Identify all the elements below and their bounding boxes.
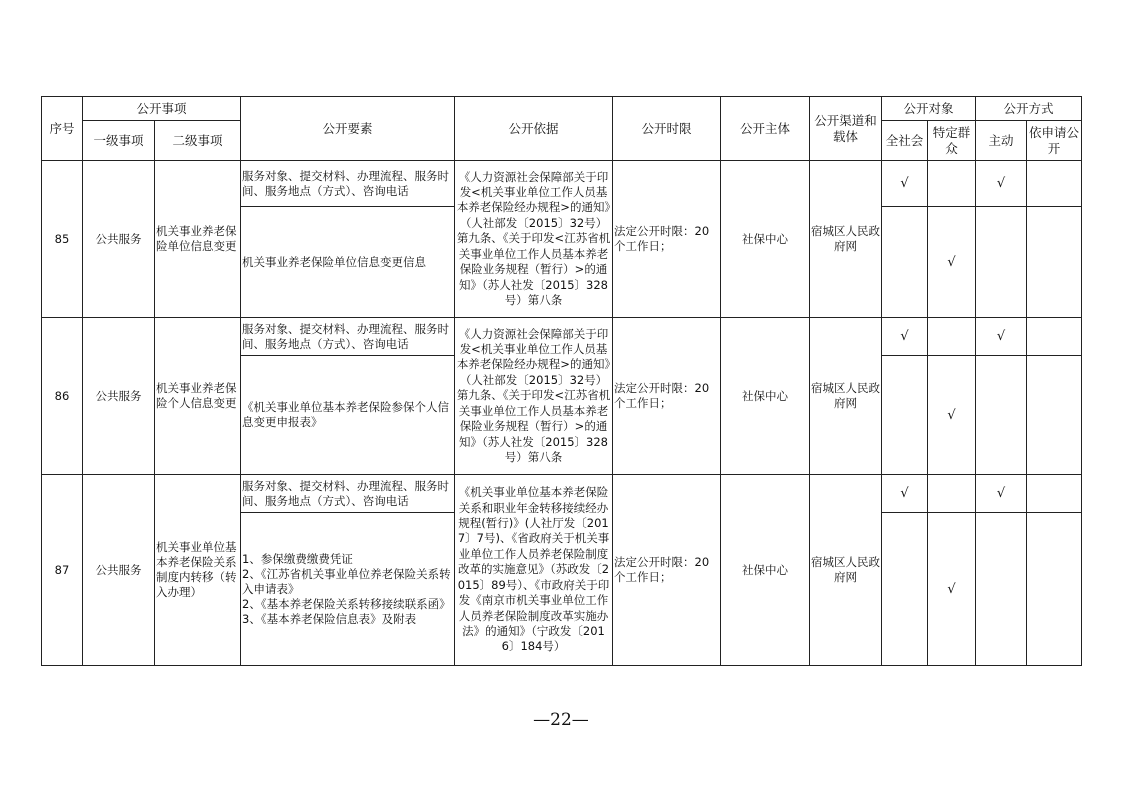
row-basis: 《人力资源社会保障部关于印发<机关事业单位工作人员基本养老保险经办规程>的通知》（人社部发〔2015〕32号）第九条、《关于印发<江苏省机关事业单位工作人员基本养老保险业务规程（暂行）>的通知》（苏人社发〔2015〕328号）第八条 bbox=[455, 318, 613, 475]
header-time-limit: 公开时限 bbox=[613, 97, 721, 161]
check-all bbox=[882, 356, 928, 475]
row-element: 服务对象、提交材料、办理流程、服务时间、服务地点（方式）、咨询电话 bbox=[241, 161, 455, 207]
row-level2: 机关事业养老保险个人信息变更 bbox=[155, 318, 241, 475]
element-item: 2、《江苏省机关事业单位养老保险关系转入申请表》 bbox=[242, 566, 451, 596]
header-method: 公开方式 bbox=[976, 97, 1082, 121]
header-level2: 二级事项 bbox=[155, 121, 241, 161]
check-specific bbox=[928, 318, 976, 356]
row-element: 服务对象、提交材料、办理流程、服务时间、服务地点（方式）、咨询电话 bbox=[241, 475, 455, 513]
check-specific: √ bbox=[928, 513, 976, 666]
check-request bbox=[1027, 356, 1082, 475]
check-active: √ bbox=[976, 161, 1027, 207]
row-element: 《机关事业单位基本养老保险参保个人信息变更申报表》 bbox=[241, 356, 455, 475]
header-level1: 一级事项 bbox=[83, 121, 155, 161]
row-subject: 社保中心 bbox=[721, 318, 810, 475]
row-level1: 公共服务 bbox=[83, 318, 155, 475]
row-subject: 社保中心 bbox=[721, 161, 810, 318]
check-all: √ bbox=[882, 318, 928, 356]
row-seq: 86 bbox=[42, 318, 83, 475]
header-audience-all: 全社会 bbox=[882, 121, 928, 161]
check-specific: √ bbox=[928, 356, 976, 475]
check-all: √ bbox=[882, 161, 928, 207]
table-row bbox=[42, 475, 1082, 513]
check-active: √ bbox=[976, 475, 1027, 513]
page-number: —22— bbox=[533, 710, 589, 730]
header-seq: 序号 bbox=[42, 97, 83, 161]
check-all bbox=[882, 207, 928, 318]
header-channel: 公开渠道和载体 bbox=[810, 97, 882, 161]
row-time-limit: 法定公开时限：20个工作日； bbox=[613, 318, 721, 475]
row-element: 服务对象、提交材料、办理流程、服务时间、服务地点（方式）、咨询电话 bbox=[241, 318, 455, 356]
header-method-request: 依申请公开 bbox=[1027, 121, 1082, 161]
row-channel: 宿城区人民政府网 bbox=[810, 318, 882, 475]
row-level1: 公共服务 bbox=[83, 475, 155, 666]
header-basis: 公开依据 bbox=[455, 97, 613, 161]
row-seq: 85 bbox=[42, 161, 83, 318]
check-request bbox=[1027, 161, 1082, 207]
header-subject: 公开主体 bbox=[721, 97, 810, 161]
element-item: 3、《基本养老保险信息表》及附表 bbox=[242, 611, 417, 626]
check-specific bbox=[928, 475, 976, 513]
row-level1: 公共服务 bbox=[83, 161, 155, 318]
table-row bbox=[42, 318, 1082, 356]
table-row bbox=[42, 161, 1082, 207]
check-specific bbox=[928, 161, 976, 207]
row-basis: 《人力资源社会保障部关于印发<机关事业单位工作人员基本养老保险经办规程>的通知》（人社部发〔2015〕32号）第九条、《关于印发<江苏省机关事业单位工作人员基本养老保险业务规程（暂行）>的通知》（苏人社发〔2015〕328号）第八条 bbox=[455, 161, 613, 318]
check-active bbox=[976, 356, 1027, 475]
row-channel: 宿城区人民政府网 bbox=[810, 475, 882, 666]
row-time-limit: 法定公开时限：20个工作日； bbox=[613, 475, 721, 666]
check-all bbox=[882, 513, 928, 666]
row-channel: 宿城区人民政府网 bbox=[810, 161, 882, 318]
row-element: 机关事业养老保险单位信息变更信息 bbox=[241, 207, 455, 318]
check-request bbox=[1027, 318, 1082, 356]
header-matter: 公开事项 bbox=[83, 97, 241, 121]
check-request bbox=[1027, 207, 1082, 318]
check-active bbox=[976, 513, 1027, 666]
row-seq: 87 bbox=[42, 475, 83, 666]
check-specific: √ bbox=[928, 207, 976, 318]
check-request bbox=[1027, 475, 1082, 513]
element-item: 2、《基本养老保险关系转移接续联系函》 bbox=[242, 596, 451, 611]
disclosure-table bbox=[41, 96, 1082, 666]
row-element-list bbox=[241, 513, 455, 666]
row-level2: 机关事业单位基本养老保险关系制度内转移（转入办理） bbox=[155, 475, 241, 666]
check-all: √ bbox=[882, 475, 928, 513]
row-basis: 《机关事业单位基本养老保险关系和职业年金转移接续经办规程(暂行)》(人社厅发〔2017〕7号)、《省政府关于机关事业单位工作人员养老保险制度改革的实施意见》（苏政发〔2015〕89号）、《市政府关于印发《南京市机关事业单位工作人员养老保险制度改革实施办法》的通知》（宁政发〔2016〕184号） bbox=[455, 475, 613, 666]
row-level2: 机关事业养老保险单位信息变更 bbox=[155, 161, 241, 318]
check-active: √ bbox=[976, 318, 1027, 356]
check-request bbox=[1027, 513, 1082, 666]
row-time-limit: 法定公开时限：20个工作日； bbox=[613, 161, 721, 318]
element-item: 1、参保缴费缴费凭证 bbox=[242, 551, 353, 566]
row-subject: 社保中心 bbox=[721, 475, 810, 666]
header-method-active: 主动 bbox=[976, 121, 1027, 161]
header-audience-specific: 特定群众 bbox=[928, 121, 976, 161]
check-active bbox=[976, 207, 1027, 318]
header-elements: 公开要素 bbox=[241, 97, 455, 161]
header-audience: 公开对象 bbox=[882, 97, 976, 121]
